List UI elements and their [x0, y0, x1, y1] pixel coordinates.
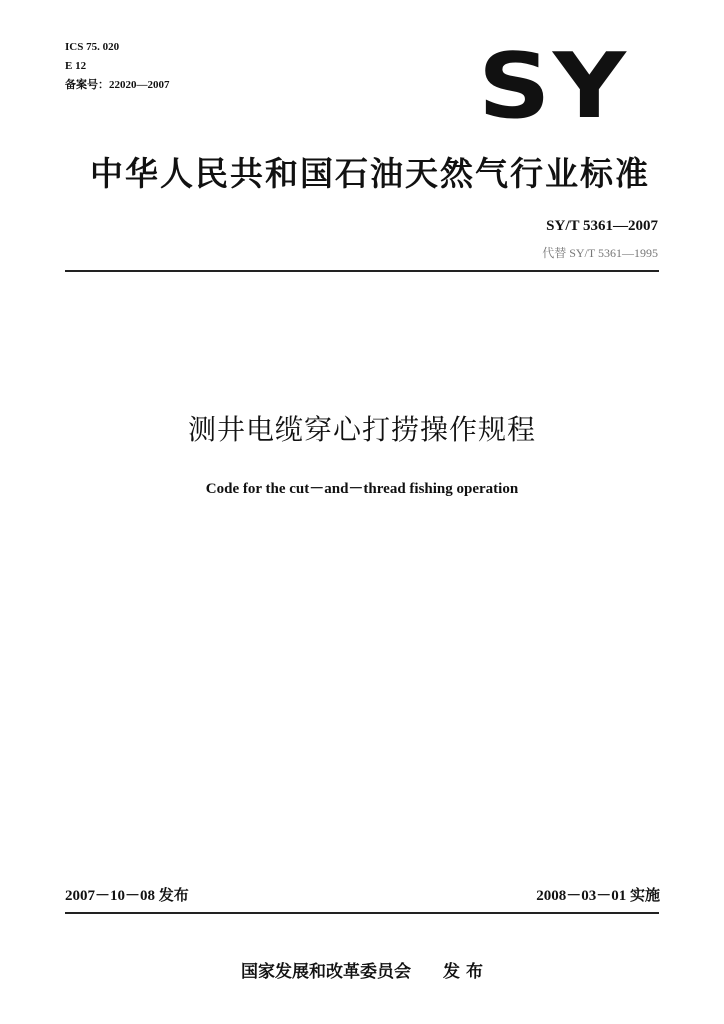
standard-title: 中华人民共和国石油天然气行业标准 — [90, 154, 650, 193]
ics-code: ICS 75. 020 — [65, 41, 120, 53]
standard-number: SY/T 5361—2007 — [546, 218, 658, 234]
classification-code: E 12 — [65, 60, 87, 72]
sy-logo: SY — [478, 34, 629, 139]
bottom-divider — [65, 912, 659, 914]
header-meta — [65, 38, 170, 95]
publisher-action: 发 布 — [443, 962, 483, 982]
issue-date: 2007－10－08 发布 — [65, 888, 189, 904]
document-title-cn: 测井电缆穿心打捞操作规程 — [187, 413, 536, 446]
record-number: 备案号：22020—2007 — [65, 79, 170, 91]
replaces-standard: 代替 SY/T 5361—1995 — [542, 246, 658, 260]
document-title-en: Code for the cut－and－thread fishing operation — [205, 481, 519, 497]
effective-date: 2008－03－01 实施 — [536, 888, 660, 904]
top-divider — [65, 270, 659, 272]
publisher-name: 国家发展和改革委员会 — [241, 962, 412, 982]
publisher — [0, 957, 724, 982]
